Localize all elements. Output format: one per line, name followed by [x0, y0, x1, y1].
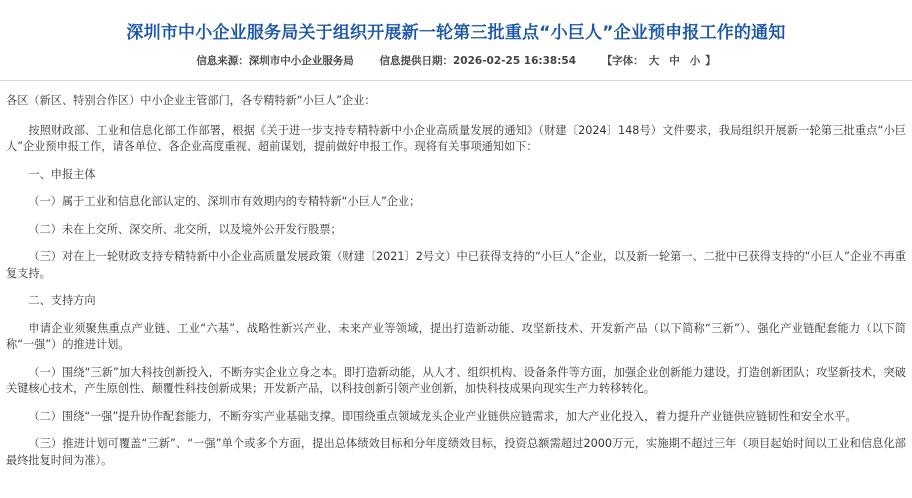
font-size-medium-button[interactable]: 中 [669, 55, 680, 67]
info-source: 信息来源：深圳市中小企业服务局 [196, 55, 354, 67]
article-body [6, 93, 906, 469]
font-size-small-button[interactable]: 小 [689, 55, 701, 67]
clause-2-1: （一）围绕“三新”加大科技创新投入，不断夯实企业立身之本。即打造新动能，从人才、组织机构、设备条件等方面，加强企业创新能力建设，打造创新团队；攻坚新技术，突破关键核心技术，产生原创性、颠覆性科技创新成果；开发新产品，以科技创新引领产业创新，加快科技成果向现实生产力转移转化。 [6, 365, 906, 395]
article-meta [0, 53, 912, 68]
font-size-large-button[interactable]: 大 [648, 55, 660, 67]
title-divider [0, 80, 912, 81]
font-size-switcher [602, 55, 716, 67]
clause-1-2: （二）未在上交所、深交所、北交所，以及境外公开发行股票； [28, 222, 342, 236]
page-title: 深圳市中小企业服务局关于组织开展新一轮第三批重点“小巨人”企业预申报工作的通知 [126, 23, 786, 43]
info-date: 信息提供日期：2026-02-25 16:38:54 [379, 55, 577, 67]
clause-2-2: （二）围绕“一强”提升协作配套能力，不断夯实产业基础支撑。即围绕重点领域龙头企业产业链供应链需求，加大产业化投入，着力提升产业链供应链韧性和安全水平。 [28, 409, 857, 423]
salutation: 各区（新区、特别合作区）中小企业主管部门，各专精特新“小巨人”企业： [6, 94, 376, 107]
section-heading-2: 二、支持方向 [28, 294, 96, 307]
support-direction-paragraph: 申请企业须聚焦重点产业链、工业“六基”、战略性新兴产业、未来产业等领域，提出打造新动能、攻坚新技术、开发新产品（以下简称“三新”）、强化产业链配套能力（以下简称“一强”）的推进计划。 [6, 321, 906, 351]
font-size-suffix: 】 [705, 55, 716, 67]
clause-1-3: （三）对在上一轮财政支持专精特新中小企业高质量发展政策（财建〔2021〕2号文）中已获得支持的“小巨人”企业，以及新一轮第一、二批中已获得支持的“小巨人”企业不再重复支持。 [6, 250, 906, 280]
font-size-prefix: 【字体： [601, 55, 644, 67]
intro-paragraph: 按照财政部、工业和信息化部工作部署，根据《关于进一步支持专精特新中小企业高质量发展的通知》（财建〔2024〕148号）文件要求，我局组织开展新一轮第三批重点“小巨人”企业预申报工作，请各单位、各企业高度重视、超前谋划，提前做好申报工作。现将有关事项通知如下： [6, 123, 906, 153]
clause-1-1: （一）属于工业和信息化部认定的、深圳市有效期内的专精特新“小巨人”企业； [28, 195, 421, 208]
section-heading-1: 一、申报主体 [28, 167, 96, 181]
clause-2-3: （三）推进计划可覆盖“三新”、“一强”单个或多个方面，提出总体绩效目标和分年度绩效目标，投资总额需超过2000万元，实施期不超过三年（项目起始时间以工业和信息化部最终批复时间为准）。 [6, 437, 906, 467]
